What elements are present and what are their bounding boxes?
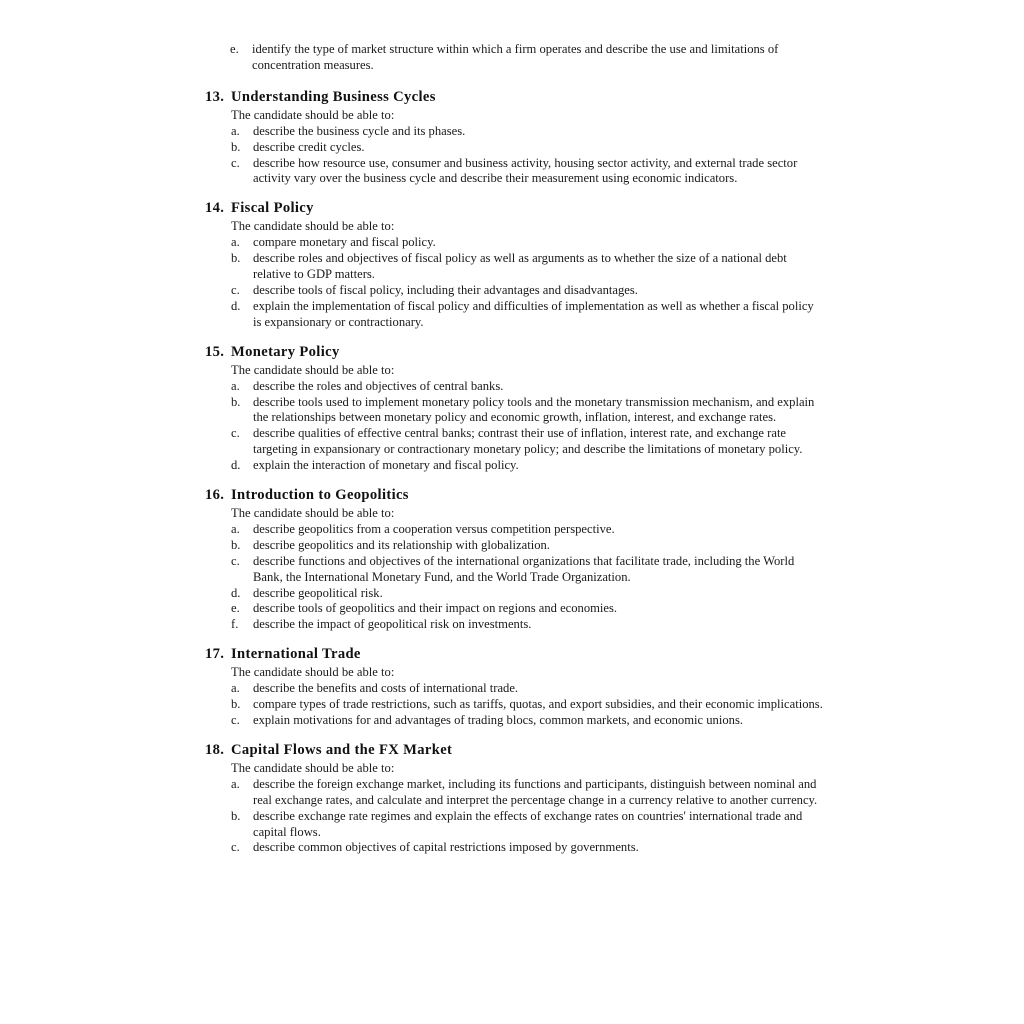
item-text: describe tools of geopolitics and their impact on regions and economies. xyxy=(253,601,618,616)
section-body xyxy=(231,363,825,474)
section-intro: The candidate should be able to: xyxy=(231,219,395,234)
section-number: 17. xyxy=(205,646,225,663)
document-page xyxy=(205,42,825,856)
item-text: explain the implementation of fiscal policy and difficulties of implementation as well as whether a fiscal policy is expansionary or contractionary. xyxy=(253,298,814,329)
section-heading xyxy=(205,343,825,361)
section-title: Monetary Policy xyxy=(231,343,340,360)
continued-item xyxy=(230,42,825,74)
section-intro: The candidate should be able to: xyxy=(231,107,395,122)
item-text: describe the impact of geopolitical risk on investments. xyxy=(253,617,532,632)
section-body xyxy=(231,761,825,856)
item-letter: c. xyxy=(231,426,240,441)
item-letter: a. xyxy=(231,235,240,250)
section-title: Understanding Business Cycles xyxy=(231,88,436,105)
section xyxy=(205,199,825,330)
list-item xyxy=(231,522,825,538)
section-number: 13. xyxy=(205,88,225,105)
section-body xyxy=(231,219,825,330)
item-letter: b. xyxy=(231,808,241,823)
item-text: describe qualities of effective central banks; contrast their use of inflation, interest rate, and exchange rate targeting in expansionary or contractionary monetary policy; and describe the limitations of monetary policy. xyxy=(253,426,803,457)
item-text: describe roles and objectives of fiscal policy as well as arguments as to whether the size of a national debt relative to GDP matters. xyxy=(253,251,787,282)
item-text: identify the type of market structure within which a firm operates and describe the use and limitations of concentration measures. xyxy=(252,42,779,72)
list-item xyxy=(231,299,825,331)
item-letter: b. xyxy=(231,251,241,266)
sections-container xyxy=(205,88,825,857)
item-letter: c. xyxy=(231,553,240,568)
list-item xyxy=(231,777,825,809)
list-item xyxy=(231,809,825,841)
list-item xyxy=(231,538,825,554)
item-letter: e. xyxy=(230,42,239,56)
list-item xyxy=(231,124,825,140)
item-letter: d. xyxy=(231,585,241,600)
list-item xyxy=(231,586,825,602)
item-letter: a. xyxy=(231,776,240,791)
list-item xyxy=(231,251,825,283)
item-text: compare monetary and fiscal policy. xyxy=(253,235,436,250)
item-letter: a. xyxy=(231,123,240,138)
list-item xyxy=(231,426,825,458)
section-body xyxy=(231,506,825,633)
section-heading xyxy=(205,88,825,106)
item-text: describe the business cycle and its phases. xyxy=(253,123,466,138)
section-body xyxy=(231,665,825,729)
item-letter: a. xyxy=(231,681,240,696)
item-text: describe how resource use, consumer and business activity, housing sector activity, and external trade sector activity vary over the business cycle and describe their measurement using economic indicators. xyxy=(253,155,798,186)
item-letter: a. xyxy=(231,378,240,393)
section-number: 15. xyxy=(205,343,225,360)
item-text: describe tools of fiscal policy, including their advantages and disadvantages. xyxy=(253,282,638,297)
section-intro: The candidate should be able to: xyxy=(231,665,395,680)
item-text: describe the foreign exchange market, including its functions and participants, distinguish between nominal and real exchange rates, and calculate and interpret the percentage change in a currency relative to another currency. xyxy=(253,776,818,807)
item-letter: b. xyxy=(231,139,241,154)
list-item xyxy=(231,283,825,299)
item-letter: c. xyxy=(231,282,240,297)
section-intro: The candidate should be able to: xyxy=(231,760,395,775)
list-item xyxy=(230,42,825,74)
item-text: describe geopolitics from a cooperation versus competition perspective. xyxy=(253,521,615,536)
item-text: describe credit cycles. xyxy=(253,139,365,154)
section-number: 14. xyxy=(205,200,225,217)
item-letter: d. xyxy=(231,458,241,473)
item-text: describe geopolitics and its relationship with globalization. xyxy=(253,537,550,552)
section xyxy=(205,645,825,729)
section xyxy=(205,88,825,188)
section-title: International Trade xyxy=(231,646,361,663)
section-heading xyxy=(205,645,825,663)
item-letter: f. xyxy=(231,617,239,632)
section-intro: The candidate should be able to: xyxy=(231,362,395,377)
list-item xyxy=(231,395,825,427)
section-heading xyxy=(205,199,825,217)
list-item xyxy=(231,458,825,474)
list-item xyxy=(231,617,825,633)
section xyxy=(205,343,825,474)
list-item xyxy=(231,554,825,586)
section-intro: The candidate should be able to: xyxy=(231,506,395,521)
item-text: describe geopolitical risk. xyxy=(253,585,383,600)
list-item xyxy=(231,235,825,251)
item-letter: b. xyxy=(231,697,241,712)
item-letter: b. xyxy=(231,394,241,409)
list-item xyxy=(231,681,825,697)
list-item xyxy=(231,601,825,617)
section-title: Capital Flows and the FX Market xyxy=(231,741,453,758)
item-text: describe tools used to implement monetary policy tools and the monetary transmission mechanism, and explain the relationships between monetary policy and economic growth, inflation, interest, and exchange rates. xyxy=(253,394,815,425)
item-letter: e. xyxy=(231,601,240,616)
section xyxy=(205,741,825,856)
list-item xyxy=(231,713,825,729)
section-body xyxy=(231,108,825,188)
item-letter: c. xyxy=(231,713,240,727)
list-item xyxy=(231,140,825,156)
section xyxy=(205,486,825,633)
section-heading xyxy=(205,741,825,759)
item-text: compare types of trade restrictions, such as tariffs, quotas, and export subsidies, and their economic implications. xyxy=(253,697,823,712)
list-item xyxy=(231,156,825,188)
item-text: explain the interaction of monetary and fiscal policy. xyxy=(253,458,519,473)
list-item xyxy=(231,697,825,713)
item-text: describe exchange rate regimes and explain the effects of exchange rates on countries' international trade and capital flows. xyxy=(253,808,803,839)
list-item xyxy=(231,840,825,856)
item-text: describe common objectives of capital restrictions imposed by governments. xyxy=(253,840,639,855)
item-text: describe functions and objectives of the international organizations that facilitate trade, including the World Bank, the International Monetary Fund, and the World Trade Organization. xyxy=(253,553,795,584)
item-text: explain motivations for and advantages of trading blocs, common markets, and economic unions. xyxy=(253,713,743,727)
item-text: describe the roles and objectives of central banks. xyxy=(253,378,504,393)
item-letter: d. xyxy=(231,298,241,313)
list-item xyxy=(231,379,825,395)
section-title: Fiscal Policy xyxy=(231,200,314,217)
item-letter: c. xyxy=(231,155,240,170)
item-letter: a. xyxy=(231,521,240,536)
section-title: Introduction to Geopolitics xyxy=(231,487,409,504)
section-number: 18. xyxy=(205,741,225,758)
item-letter: c. xyxy=(231,840,240,855)
section-heading xyxy=(205,486,825,504)
section-number: 16. xyxy=(205,487,225,504)
item-text: describe the benefits and costs of international trade. xyxy=(253,681,519,696)
item-letter: b. xyxy=(231,537,241,552)
